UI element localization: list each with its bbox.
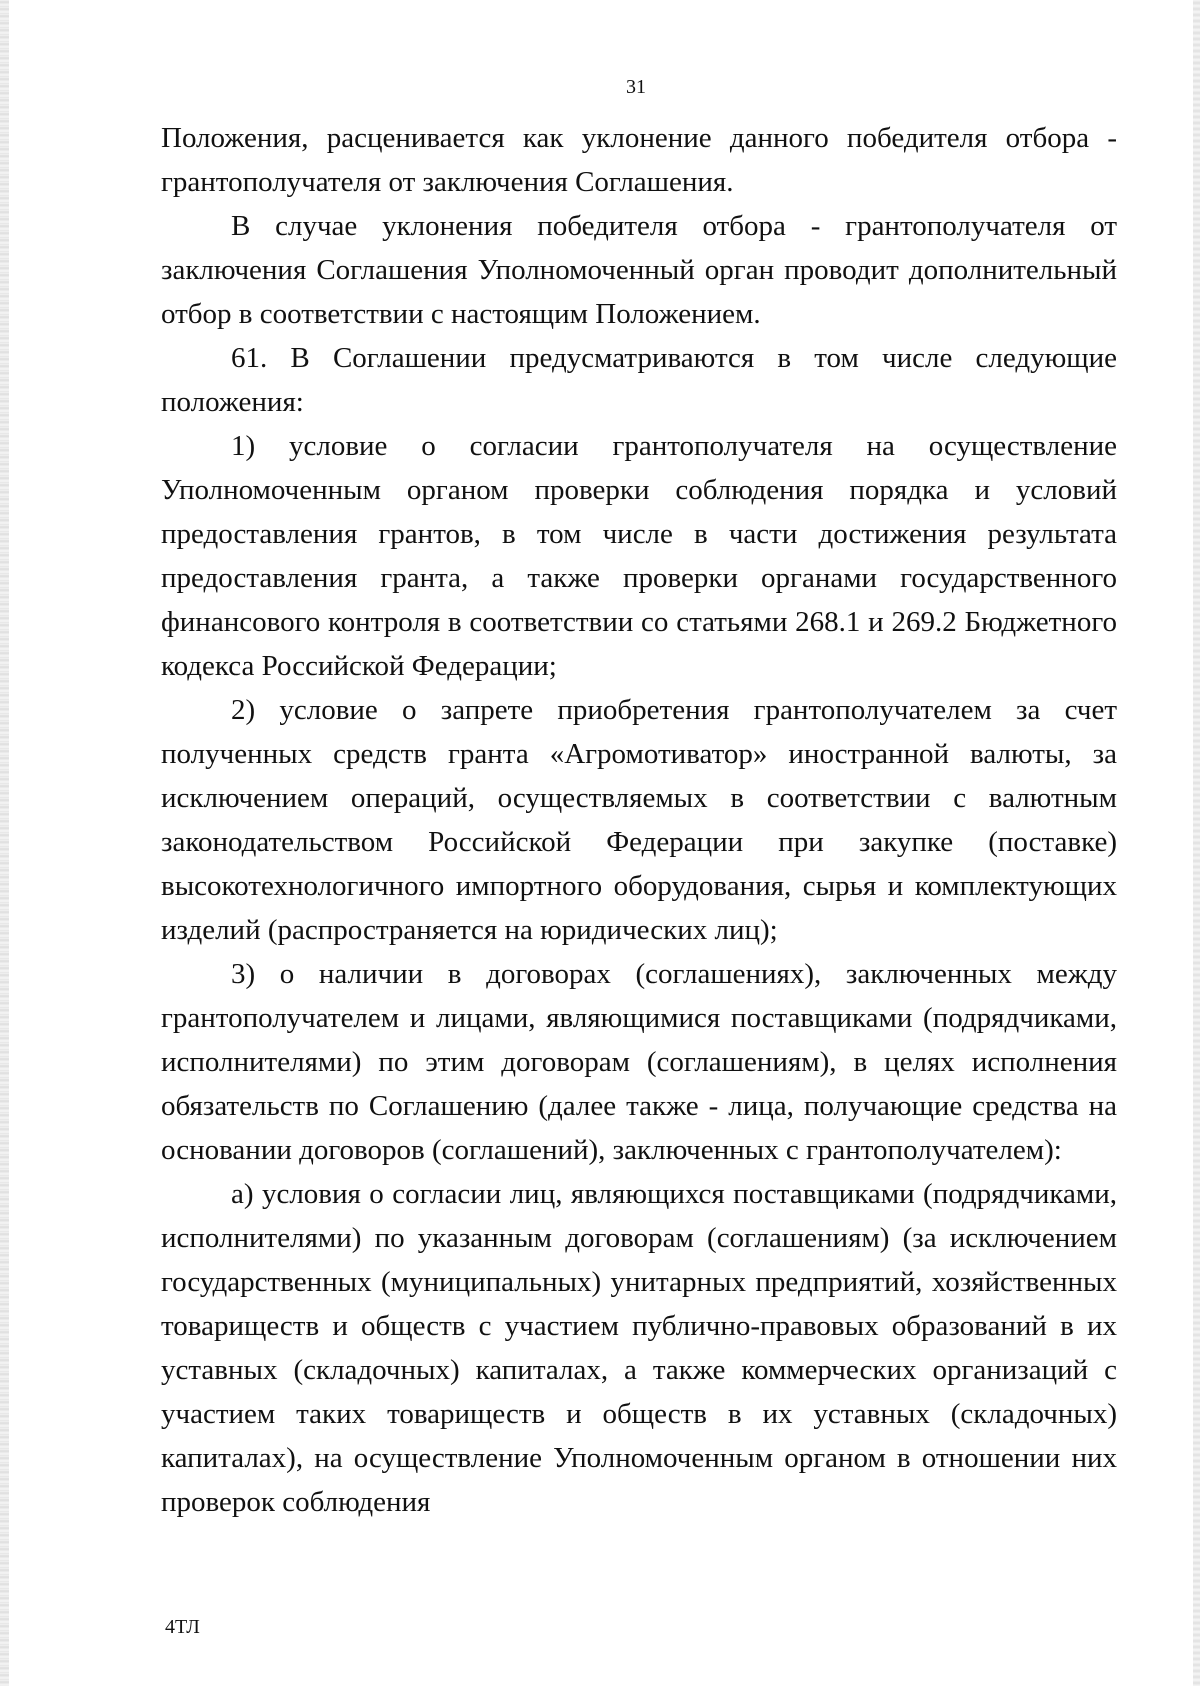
page-number: 31: [626, 76, 646, 98]
paragraph-item-2: 2) условие о запрете приобретения грантополучателем за счет полученных средств гранта «Агромотиватор» иностранной валюты, за исключением операций, осуществляемых в соответствии с валютным законодательством Российской Федерации при закупке (поставке) высокотехнологичного импортного оборудования, сырья и комплектующих изделий (распространяется на юридических лиц);: [161, 694, 1117, 946]
paragraph-evasion-case: В случае уклонения победителя отбора - грантополучателя от заключения Соглашения Уполномоченный орган проводит дополнительный отбор в соответствии с настоящим Положением.: [161, 210, 1117, 330]
paragraph-item-3: 3) о наличии в договорах (соглашениях), заключенных между грантополучателем и лицами, являющимися поставщиками (подрядчиками, исполнителями) по этим договорам (соглашениям), в целях исполнения обязательств по Соглашению (далее также - лица, получающие средства на основании договоров (соглашений), заключенных с грантополучателем):: [161, 958, 1117, 1166]
paragraph-item-1: 1) условие о согласии грантополучателя на осуществление Уполномоченным органом проверки соблюдения порядка и условий предоставления грантов, в том числе в части достижения результата предоставления гранта, а также проверки органами государственного финансового контроля в соответствии со статьями 268.1 и 269.2 Бюджетного кодекса Российской Федерации;: [161, 430, 1117, 682]
paragraph-item-3a: а) условия о согласии лиц, являющихся поставщиками (подрядчиками, исполнителями) по указанным договорам (соглашениям) (за исключением государственных (муниципальных) унитарных предприятий, хозяйственных товариществ и обществ с участием публично-правовых образований в их уставных (складочных) капиталах, а также коммерческих организаций с участием таких товариществ и обществ в их уставных (складочных) капиталах), на осуществление Уполномоченным органом в отношении них проверок соблюдения: [161, 1178, 1117, 1518]
scan-edge-right: [1193, 0, 1200, 1686]
footer-code: 4ТЛ: [165, 1616, 200, 1638]
document-body: [161, 116, 1117, 1524]
paragraph-clause-61: 61. В Соглашении предусматриваются в том числе следующие положения:: [161, 342, 1117, 418]
paragraph-continuation: Положения, расценивается как уклонение данного победителя отбора - грантополучателя от заключения Соглашения.: [161, 122, 1117, 198]
scan-edge-left: [0, 0, 9, 1686]
